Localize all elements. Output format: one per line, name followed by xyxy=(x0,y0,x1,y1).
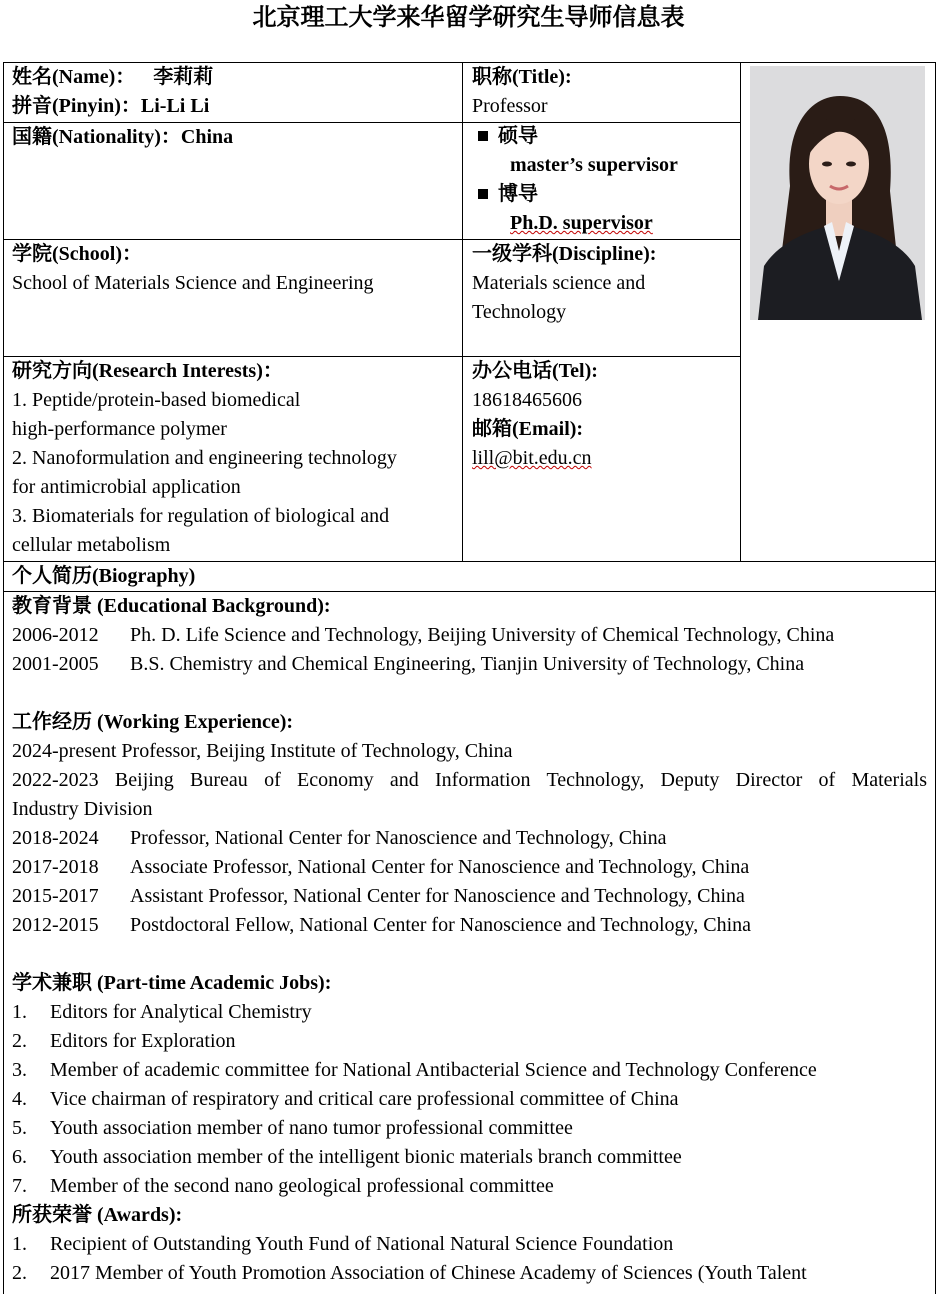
work-years: 2015-2017 xyxy=(12,885,99,907)
academic-job-text: Editors for Analytical Chemistry xyxy=(50,1001,312,1023)
nationality-label: 国籍(Nationality)： xyxy=(12,126,181,148)
pinyin-value: Li-Li Li xyxy=(140,95,210,117)
academic-job-item: 5. Youth association member of nano tumor professional committee xyxy=(12,1117,573,1139)
work-item xyxy=(12,853,927,882)
academic-job-item: 1. Editors for Analytical Chemistry xyxy=(12,1001,312,1023)
education-years: 2001-2005 xyxy=(12,653,99,675)
supervisor-phd-cn: 博导 xyxy=(498,183,538,205)
education-text: Ph. D. Life Science and Technology, Beijing University of Chemical Technology, China xyxy=(130,624,835,646)
academic-job-text: Youth association member of nano tumor professional committee xyxy=(50,1117,573,1139)
supervisor-master-cn: 硕导 xyxy=(498,125,538,147)
award-item: 1. Recipient of Outstanding Youth Fund of National Natural Science Foundation xyxy=(12,1233,674,1255)
academic-job-item: 4. Vice chairman of respiratory and critical care professional committee of China xyxy=(12,1088,679,1110)
academic-job-item: 3. Member of academic committee for National Antibacterial Science and Technology Conference xyxy=(12,1059,817,1081)
biography-heading: 个人简历(Biography) xyxy=(12,565,196,587)
academic-job-text: Member of academic committee for National Antibacterial Science and Technology Conference xyxy=(50,1059,817,1081)
title-cell xyxy=(472,63,737,121)
academic-job-text: Vice chairman of respiratory and critical care professional committee of China xyxy=(50,1088,679,1110)
work-text: Assistant Professor, National Center for Nanoscience and Technology, China xyxy=(130,885,745,907)
name-cell xyxy=(12,63,457,121)
education-item xyxy=(12,621,927,650)
award-text: 2017 Member of Youth Promotion Association of Chinese Academy of Sciences (Youth Talent xyxy=(50,1262,807,1284)
work-item xyxy=(12,882,927,911)
work-heading: 工作经历 (Working Experience): xyxy=(12,711,294,733)
supervisor-phd-en: Ph.D. supervisor xyxy=(510,212,653,234)
title-label: 职称(Title): xyxy=(472,66,572,88)
research-line: 2. Nanoformulation and engineering technology xyxy=(12,447,397,469)
research-line: for antimicrobial application xyxy=(12,476,241,498)
research-cell xyxy=(12,357,457,560)
email-label: 邮箱(Email): xyxy=(472,418,584,440)
education-years: 2006-2012 xyxy=(12,624,99,646)
work-text: Associate Professor, National Center for Nanoscience and Technology, China xyxy=(130,856,750,878)
name-label: 姓名(Name)： xyxy=(12,66,136,88)
research-line: high-performance polymer xyxy=(12,418,227,440)
square-bullet-icon xyxy=(478,189,488,199)
discipline-value-line2: Technology xyxy=(472,301,567,323)
title-value: Professor xyxy=(472,95,548,117)
supervisor-cell xyxy=(472,122,737,238)
research-line: cellular metabolism xyxy=(12,534,171,556)
research-line: 3. Biomaterials for regulation of biological and xyxy=(12,505,390,527)
academic-job-text: Member of the second nano geological professional committee xyxy=(50,1175,554,1197)
work-years: 2018-2024 xyxy=(12,827,99,849)
work-item-current: 2024-present Professor, Beijing Institute of Technology, China xyxy=(12,740,513,762)
square-bullet-icon xyxy=(478,131,488,141)
name-value: 李莉莉 xyxy=(153,66,214,88)
work-item xyxy=(12,911,927,940)
supervisor-master-en: master’s supervisor xyxy=(510,154,678,176)
research-line: 1. Peptide/protein-based biomedical xyxy=(12,389,301,411)
discipline-label: 一级学科(Discipline): xyxy=(472,243,657,265)
discipline-value-line1: Materials science and xyxy=(472,272,646,294)
work-years: 2017-2018 xyxy=(12,856,99,878)
academic-job-text: Editors for Exploration xyxy=(50,1030,236,1052)
tel-value: 18618465606 xyxy=(472,389,582,411)
work-item xyxy=(12,824,927,853)
award-text: Recipient of Outstanding Youth Fund of National Natural Science Foundation xyxy=(50,1233,674,1255)
award-item: 2. 2017 Member of Youth Promotion Association of Chinese Academy of Sciences (Youth Talent xyxy=(12,1262,807,1284)
tel-label: 办公电话(Tel): xyxy=(472,360,598,382)
academic-job-item: 7. Member of the second nano geological professional committee xyxy=(12,1175,554,1197)
education-text: B.S. Chemistry and Chemical Engineering, Tianjin University of Technology, China xyxy=(130,653,805,675)
education-item xyxy=(12,650,927,679)
school-cell xyxy=(12,240,457,298)
school-value: School of Materials Science and Engineering xyxy=(12,272,374,294)
portrait-illustration xyxy=(750,66,925,320)
email-value[interactable]: lill@bit.edu.cn xyxy=(472,447,592,469)
portrait-photo xyxy=(750,66,925,320)
nationality-cell xyxy=(12,123,457,152)
research-label: 研究方向(Research Interests)： xyxy=(12,360,283,382)
work-text: Postdoctoral Fellow, National Center for Nanoscience and Technology, China xyxy=(130,914,752,936)
education-heading: 教育背景 (Educational Background): xyxy=(12,595,331,617)
academic-job-item: 2. Editors for Exploration xyxy=(12,1030,236,1052)
work-item-bureau-line1: 2022-2023 Beijing Bureau of Economy and Information Technology, Deputy Director of Materials xyxy=(12,769,927,791)
academic-jobs-heading: 学术兼职 (Part-time Academic Jobs): xyxy=(12,972,332,994)
work-item-bureau-line2: Industry Division xyxy=(12,798,153,820)
nationality-value: China xyxy=(180,126,234,148)
page-title: 北京理工大学来华留学研究生导师信息表 xyxy=(252,2,685,31)
biography-section xyxy=(12,592,927,1288)
academic-job-text: Youth association member of the intelligent bionic materials branch committee xyxy=(50,1146,682,1168)
contact-cell xyxy=(472,357,737,473)
academic-job-item: 6. Youth association member of the intelligent bionic materials branch committee xyxy=(12,1146,682,1168)
work-text: Professor, National Center for Nanoscience and Technology, China xyxy=(130,827,667,849)
discipline-cell xyxy=(472,240,737,327)
school-label: 学院(School)： xyxy=(12,243,142,265)
awards-heading: 所获荣誉 (Awards): xyxy=(12,1204,183,1226)
work-years: 2012-2015 xyxy=(12,914,99,936)
pinyin-label: 拼音(Pinyin)： xyxy=(12,95,141,117)
